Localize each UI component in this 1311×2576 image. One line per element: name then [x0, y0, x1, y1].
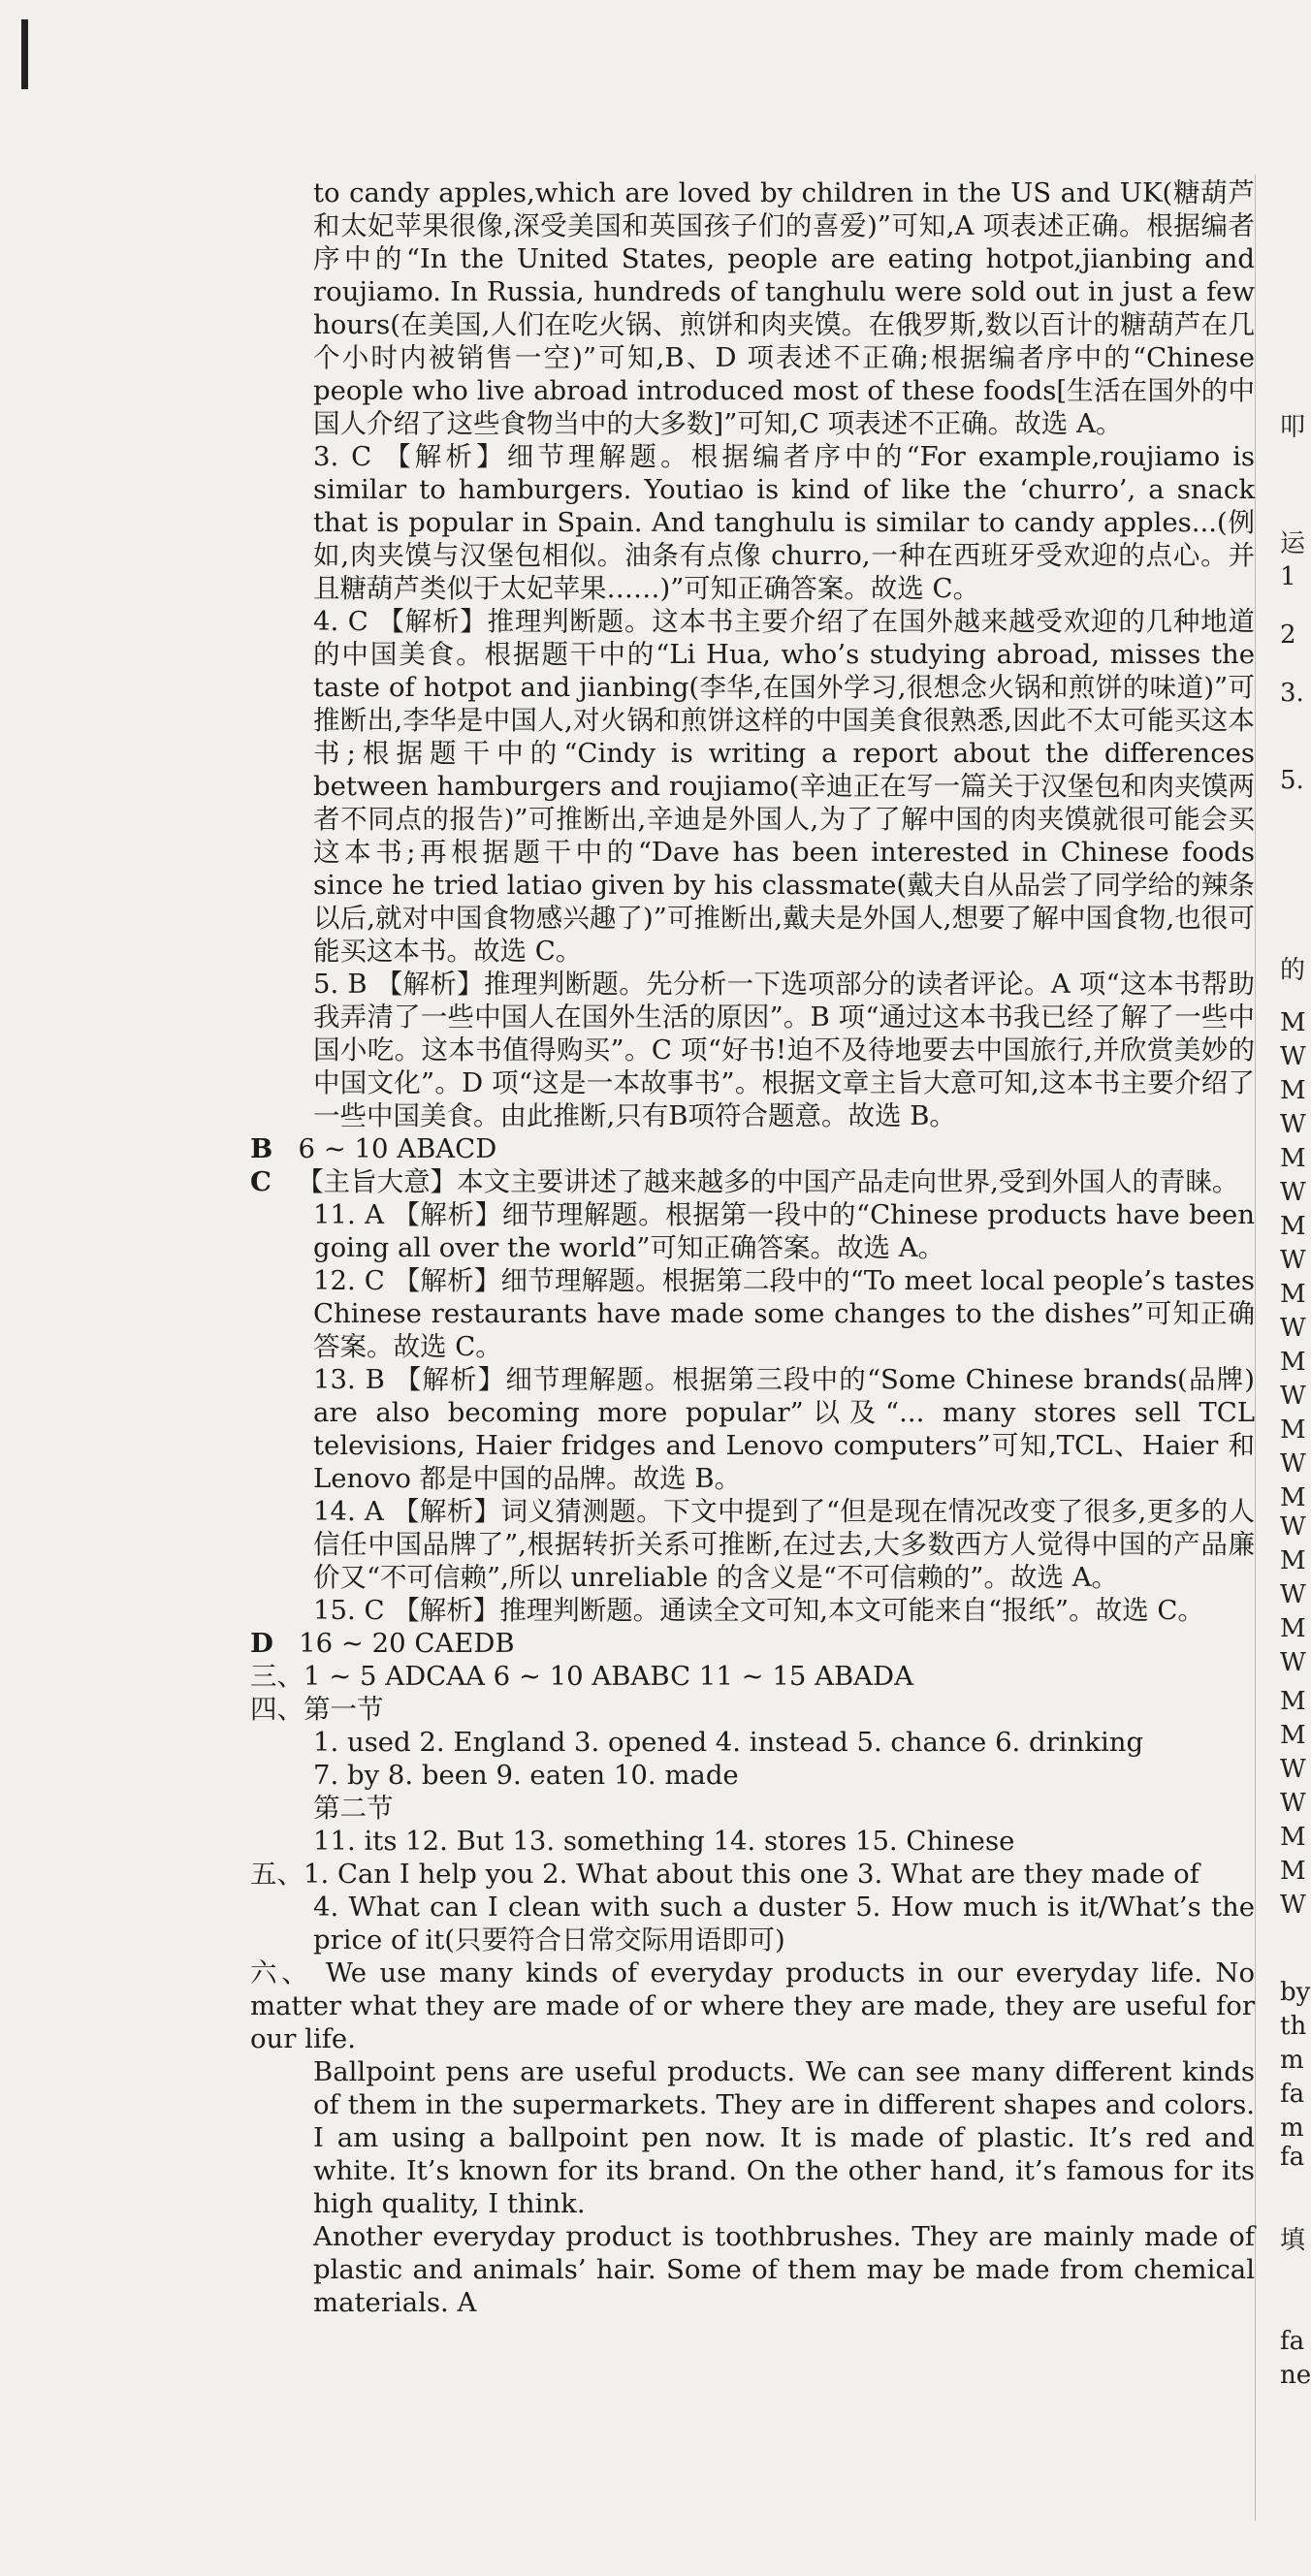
part-four-section-2-title: 第二节 [313, 1793, 394, 1824]
section-c-label: C [250, 1166, 272, 1197]
right-page-edge [1261, 0, 1311, 2576]
right-edge-fragment: M [1280, 1076, 1306, 1105]
answer-q11: 11. A 【解析】细节理解题。根据第一段中的“Chinese products have been going all over the world”可知正确答案。故选 A。 [313, 1199, 1255, 1263]
answer-q4: 4. C 【解析】推理判断题。这本书主要介绍了在国外越来越受欢迎的几种地道的中国美食。根据题干中的“Li Hua, who’s studying abroad, misses the taste of hotpot and jianbing(李华,在国外学习,很想念火锅和煎饼的味道)”可推断出,李华是中国人,对火锅和煎饼这样的中国美食很熟悉,因此不太可能买这本书;根据题干中的“Cindy is writing a report about the differences between hamburgers and roujiamo(辛迪正在写一篇关于汉堡包和肉夹馍两者不同点的报告)”可推断出,辛迪是外国人,为了了解中国的肉夹馍就很可能会买这本书;再根据题干中的“Dave has been interested in Chinese foods since he tried latiao given by his classmate(戴夫自从品尝了同学给的辣条以后,就对中国食物感兴趣了)”可推断出,戴夫是外国人,想要了解中国食物,也很可能买这本书。故选 C。 [313, 606, 1255, 967]
part-four-line-1: 1. used 2. England 3. opened 4. instead 5. chance 6. drinking [313, 1727, 1144, 1758]
answer-q12: 12. C 【解析】细节理解题。根据第二段中的“To meet local people’s tastes Chinese restaurants have made some changes to the dishes”可知正确答案。故选 C。 [313, 1265, 1255, 1362]
right-edge-fragment: 3. [1280, 679, 1304, 708]
right-edge-fragment: W [1280, 1755, 1306, 1784]
right-edge-fragment: 2 [1280, 620, 1296, 650]
right-edge-fragment: by [1280, 1978, 1311, 2007]
right-edge-fragment: W [1280, 1246, 1306, 1275]
section-b-label: B [250, 1133, 273, 1164]
right-edge-fragment: M [1280, 1857, 1306, 1886]
right-edge-fragment: M [1280, 1823, 1306, 1852]
right-edge-fragment: 5. [1280, 766, 1304, 795]
right-edge-fragment: M [1280, 1721, 1306, 1750]
section-b [250, 1132, 1255, 1165]
right-edge-fragment: W [1280, 1042, 1306, 1071]
right-edge-fragment: ne [1280, 2361, 1311, 2390]
right-edge-fragment: W [1280, 1648, 1306, 1677]
right-edge-fragment: 叩 [1280, 413, 1306, 442]
section-b-answers: 6 ~ 10 ABACD [298, 1133, 497, 1164]
part-six-paragraph-1: 六、 We use many kinds of everyday products in our everyday life. No matter what they are made of or where they are made, they are useful for our life. [250, 1957, 1255, 2054]
right-edge-fragment: m [1280, 2046, 1304, 2075]
answer-q15: 15. C 【解析】推理判断题。通读全文可知,本文可能来自“报纸”。故选 C。 [313, 1595, 1204, 1626]
section-c [250, 1165, 1255, 1198]
right-edge-fragment: M [1280, 1008, 1306, 1037]
answer-q14: 14. A 【解析】词义猜测题。下文中提到了“但是现在情况改变了很多,更多的人信任中国品牌了”,根据转折关系可推断,在过去,大多数西方人觉得中国的产品廉价又“不可信赖”,所以 unreliable 的含义是“不可信赖的”。故选 A。 [313, 1496, 1255, 1593]
right-edge-fragment: fa [1280, 2143, 1305, 2172]
paragraph-q2-continued: to candy apples,which are loved by children in the US and UK(糖葫芦和太妃苹果很像,深受美国和英国孩子们的喜爱)”可知,A 项表述正确。根据编者序中的“In the United States, people are eating hotpot,jianbing and roujiamo. In Russia, hundreds of tanghulu were sold out in just a few hours(在美国,人们在吃火锅、煎饼和肉夹馍。在俄罗斯,数以百计的糖葫芦在几个小时内被销售一空)”可知,B、D 项表述不正确;根据编者序中的“Chinese people who live abroad introduced most of these foods[生活在国外的中国人介绍了这些食物当中的大多数]”可知,C 项表述不正确。故选 A。 [313, 177, 1255, 439]
right-edge-fragment: M [1280, 1483, 1306, 1512]
section-c-main-idea: 【主旨大意】本文主要讲述了越来越多的中国产品走向世界,受到外国人的青睐。 [297, 1166, 1239, 1197]
part-six-paragraph-3: Another everyday product is toothbrushes. They are mainly made of plastic and animals’ hair. Some of them may be made from chemical materials. A [313, 2221, 1255, 2318]
part-four-title: 四、第一节 [250, 1694, 384, 1725]
column-divider [1255, 175, 1256, 2521]
right-edge-fragment: W [1280, 1110, 1306, 1139]
right-edge-fragment: W [1280, 1891, 1306, 1920]
right-edge-fragment: W [1280, 1580, 1306, 1609]
binding-mark [21, 19, 28, 89]
right-edge-fragment: M [1280, 1546, 1306, 1575]
right-edge-fragment: M [1280, 1144, 1306, 1173]
section-d-answers: 16 ~ 20 CAEDB [299, 1628, 515, 1659]
right-edge-fragment: M [1280, 1212, 1306, 1241]
part-six-paragraph-2: Ballpoint pens are useful products. We can see many different kinds of them in the supermarkets. They are in different shapes and colors. I am using a ballpoint pen now. It is made of plastic. It’s red and white. It’s known for its brand. On the other hand, it’s famous for its high quality, I think. [313, 2056, 1255, 2219]
part-five-line-1: 五、1. Can I help you 2. What about this one 3. What are they made of [250, 1859, 1199, 1890]
part-four-line-2: 7. by 8. been 9. eaten 10. made [313, 1760, 739, 1791]
part-five-line-2: 4. What can I clean with such a duster 5. How much is it/What’s the price of it(只要符合日常交际用语即可) [313, 1892, 1255, 1956]
right-edge-fragment: 运 [1280, 529, 1306, 558]
right-edge-fragment: 1 [1280, 562, 1296, 591]
right-edge-fragment: M [1280, 1687, 1306, 1716]
right-edge-fragment: W [1280, 1314, 1306, 1343]
right-edge-fragment: M [1280, 1348, 1306, 1377]
section-d [250, 1627, 1255, 1660]
section-d-label: D [250, 1628, 273, 1659]
right-edge-fragment: M [1280, 1280, 1306, 1309]
right-edge-fragment: fa [1280, 2080, 1305, 2109]
answer-q5: 5. B 【解析】推理判断题。先分析一下选项部分的读者评论。A 项“这本书帮助我弄清了一些中国人在国外生活的原因”。B 项“通过这本书我已经了解了一些中国小吃。这本书值得购买”。C 项“好书!迫不及待地要去中国旅行,并欣赏美妙的中国文化”。D 项“这是一本故事书”。根据文章主旨大意可知,这本书主要介绍了一些中国美食。由此推断,只有B项符合题意。故选 B。 [313, 969, 1255, 1131]
answer-q3: 3. C 【解析】细节理解题。根据编者序中的“For example,roujiamo is similar to hamburgers. Youtiao is kind of like the ‘churro’, a snack that is popular in Spain. And tanghulu is similar to candy apples...(例如,肉夹馍与汉堡包相似。油条有点像 churro,一种在西班牙受欢迎的点心。并且糖葫芦类似于太妃苹果……)”可知正确答案。故选 C。 [313, 441, 1255, 604]
right-edge-fragment: W [1280, 1512, 1306, 1542]
right-edge-fragment: 填 [1280, 2226, 1306, 2255]
right-edge-fragment: W [1280, 1178, 1306, 1207]
right-edge-fragment: M [1280, 1614, 1306, 1643]
right-edge-fragment: W [1280, 1789, 1306, 1818]
right-edge-fragment: m [1280, 2114, 1304, 2143]
right-edge-fragment: fa [1280, 2327, 1305, 2356]
right-edge-fragment: W [1280, 1449, 1306, 1479]
part-three-answers: 三、1 ~ 5 ADCAA 6 ~ 10 ABABC 11 ~ 15 ABADA [250, 1661, 913, 1692]
part-four-line-3: 11. its 12. But 13. something 14. stores 15. Chinese [313, 1826, 1015, 1857]
right-edge-fragment: 的 [1280, 956, 1306, 985]
answer-q13: 13. B 【解析】细节理解题。根据第三段中的“Some Chinese brands(品牌) are also becoming more popular”以及“... many stores sell TCL televisions, Haier fridges and Lenovo computers”可知,TCL、Haier 和 Lenovo 都是中国的品牌。故选 B。 [313, 1364, 1255, 1494]
right-edge-fragment: M [1280, 1415, 1306, 1445]
answer-key-page [250, 176, 1255, 2319]
right-edge-fragment: th [1280, 2012, 1307, 2041]
right-edge-fragment: W [1280, 1382, 1306, 1411]
